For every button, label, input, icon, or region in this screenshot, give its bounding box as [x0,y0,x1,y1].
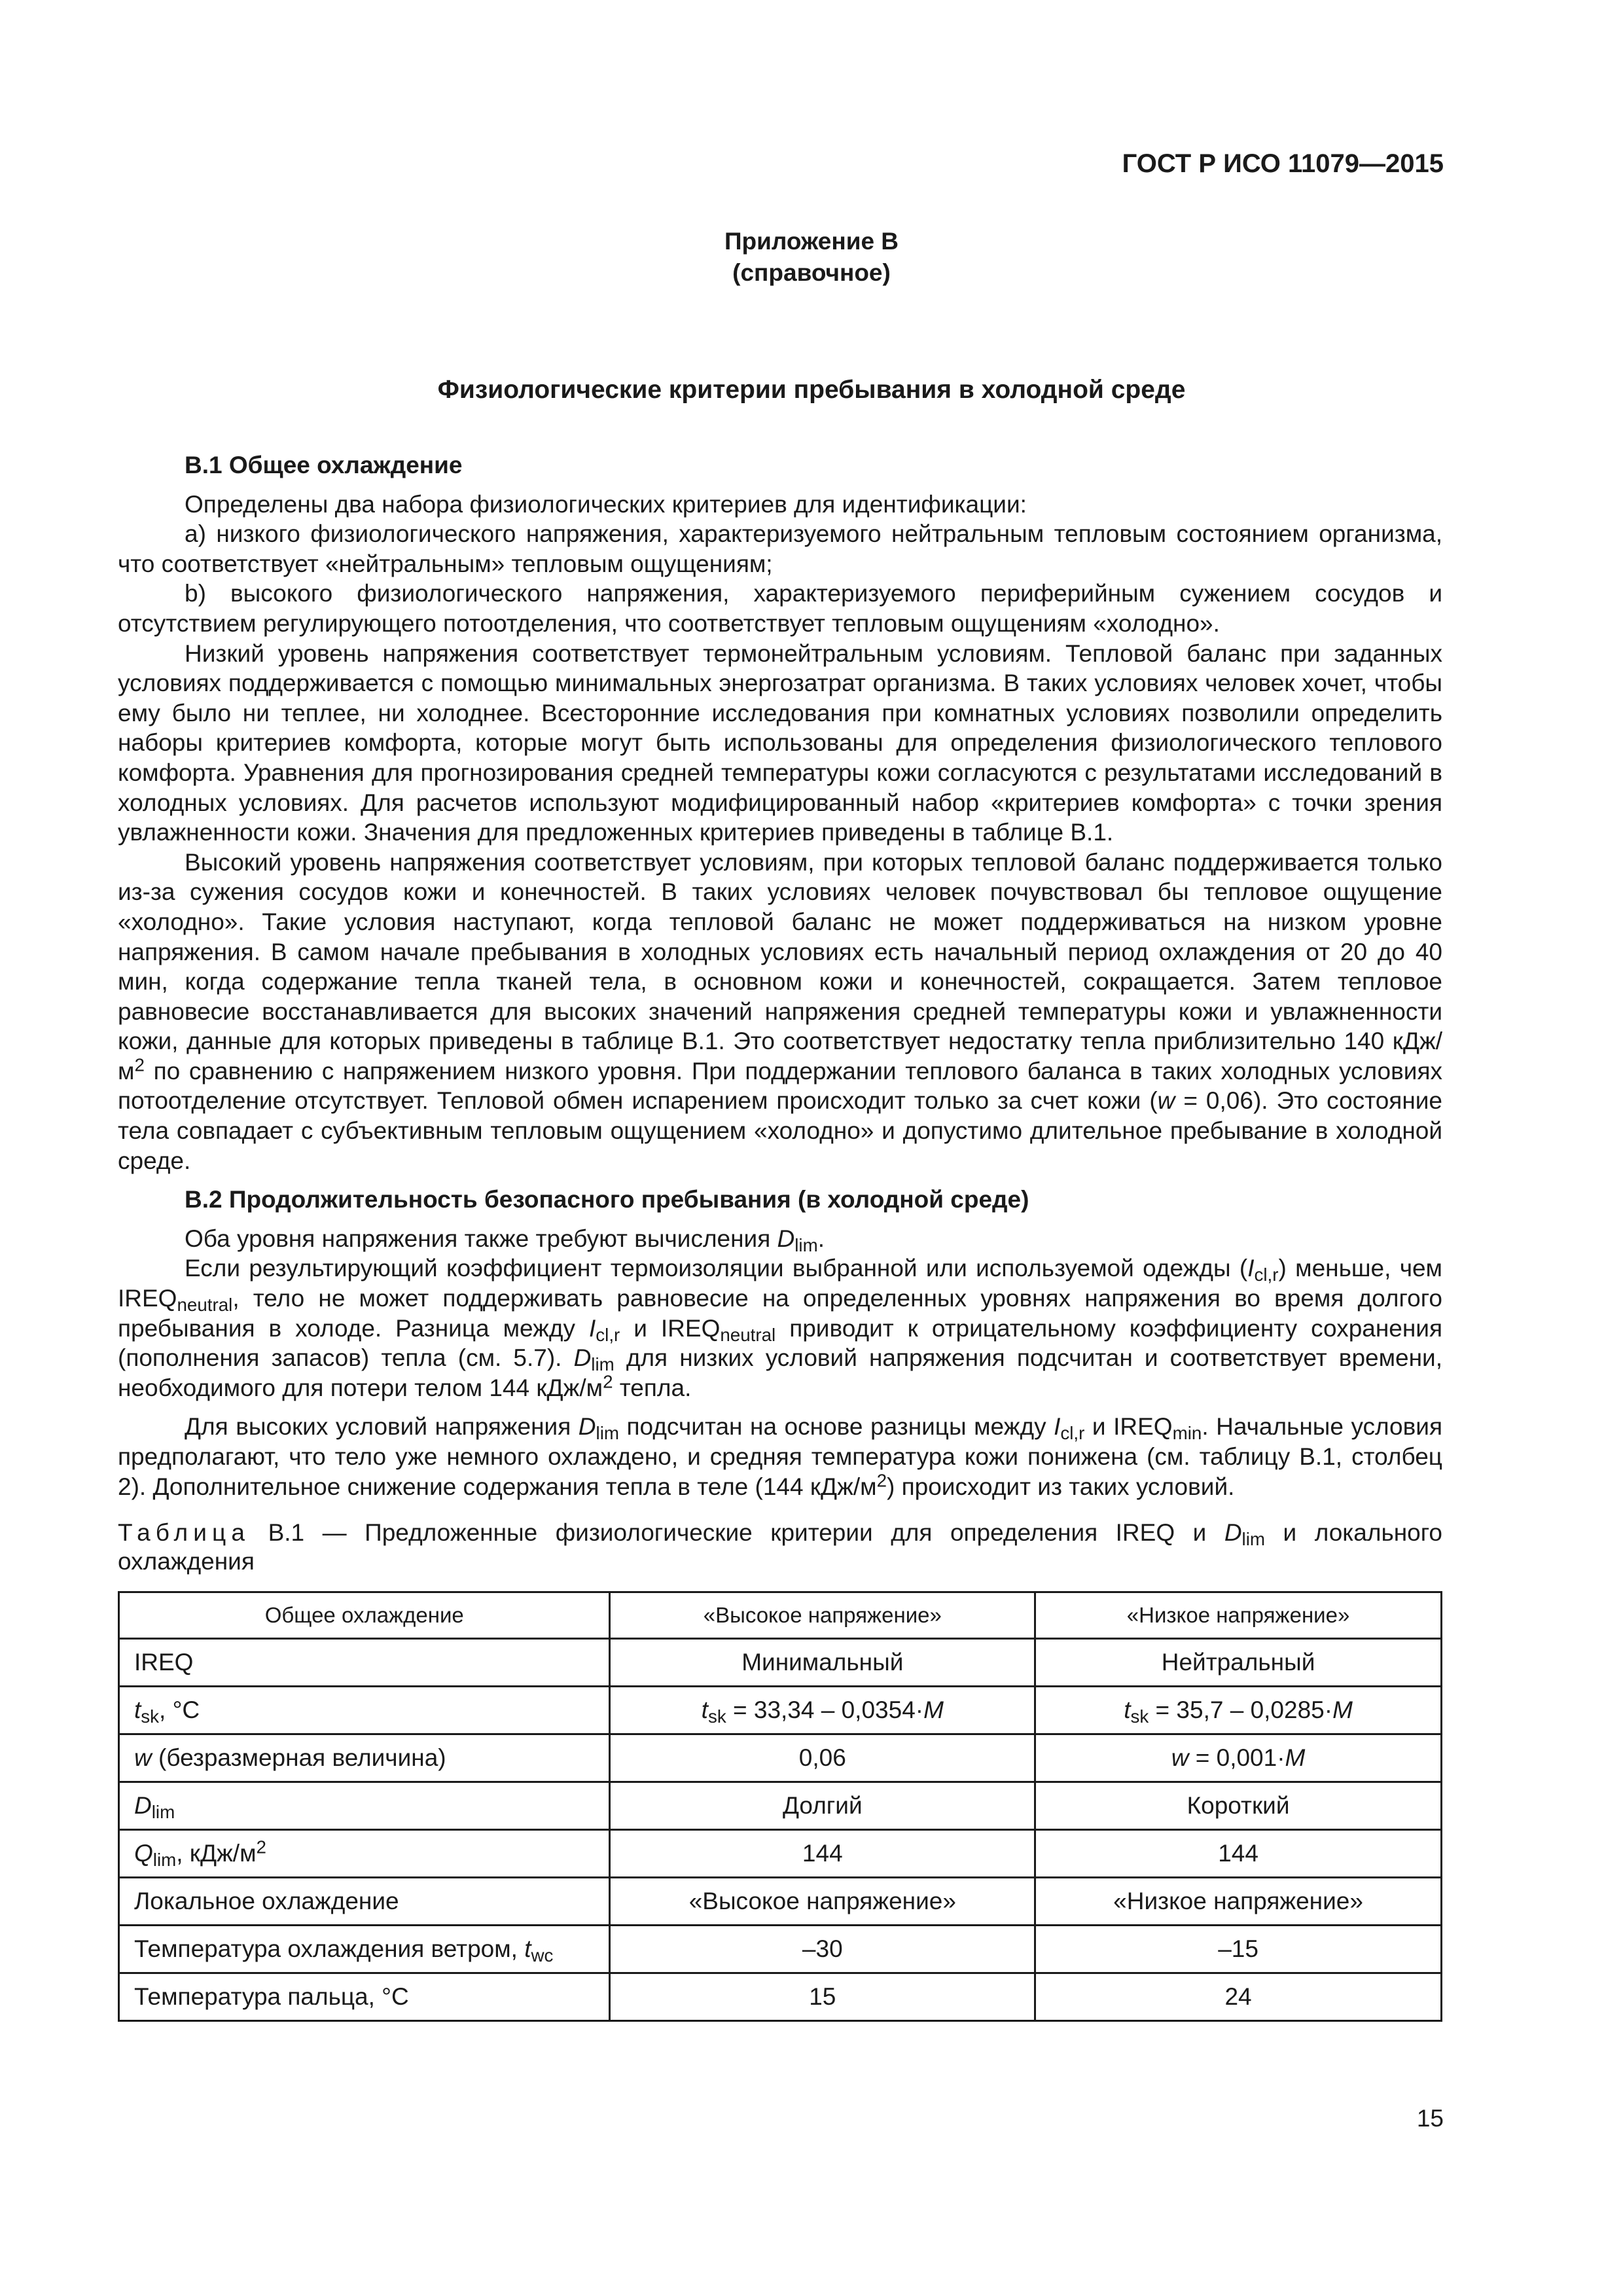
table-cell: $t_{sk} = 33,34 - 0,0354\cdot M$ [610,1687,1035,1734]
table-header-cell: «Низкое напряжение» [1035,1592,1442,1639]
table-cell: 0,06 [610,1734,1035,1782]
table-header-row [119,1592,1442,1639]
table-cell: $D_{lim}$ [119,1782,610,1830]
paragraph: Оба уровня напряжения также требуют вычисления $D_{lim}$. [185,1225,825,1255]
paragraph: Для высоких условий напряжения $D_{lim}$ подсчитан на основе разницы между $I_{cl,r}$ и $IREQ_{min}$. Начальные условия предполагают, что тело уже немного охлаждено, и средняя температура кожи понижена (см. таблицу В.1, столбец 2). Дополнительное снижение содержания тепла в теле (144 кДж/$м^2$) происходит из таких условий. [118,1413,1442,1500]
paragraph: Высокий уровень напряжения соответствует условиям, при которых тепловой баланс поддерживается только из-за сужения сосудов кожи и конечностей. В таких условиях человек почувствовал бы тепловое ощущение «холодно». Такие условия наступают, когда тепловой баланс не может поддерживаться на низком уровне напряжения. В самом начале пребывания в холодных условиях есть начальный период охлаждения от 20 до 40 мин, когда содержание тепла тканей тела, в основном кожи и конечностей, сокращается. Затем тепловое равновесие восстанавливается для высоких значений напряжения средней температуры кожи и увлажненности кожи, данные для которых приведены в таблице В.1. Это соответствует недостатку тепла приблизительно 140 кДж/$м^2$ по сравнению с напряжением низкого уровня. При поддержании теплового баланса в таких холодных условиях потоотделение отсутствует. Тепловой обмен испарением происходит только за счет кожи (w = 0,06). Это состояние тела совпадает с субъективным тепловым ощущением «холодно» и допустимо длительное пребывание в холодной среде. [118,848,1442,1174]
table-row [119,1878,1442,1926]
table-cell: Минимальный [610,1639,1035,1687]
table-row [119,1830,1442,1878]
standard-code: ГОСТ Р ИСО 11079—2015 [1122,149,1444,178]
table-row [119,1926,1442,1973]
table-row [119,1734,1442,1782]
table-cell: $t_{sk} = 35,7 - 0,0285\cdot M$ [1035,1687,1442,1734]
table-header-cell: Общее охлаждение [119,1592,610,1639]
table-caption: Таблица В.1 — Предложенные физиологические критерии для определения IREQ и $D_{lim}$ и локального охлаждения [118,1519,1442,1575]
table-cell: Короткий [1035,1782,1442,1830]
table-cell: IREQ [119,1639,610,1687]
main-title: Физиологические критерии пребывания в холодной среде [437,376,1186,404]
table-cell: 144 [610,1830,1035,1878]
table-cell: 15 [610,1973,1035,2021]
paragraph: b) высокого физиологического напряжения, характеризуемого периферийным сужением сосудов и отсутствием регулирующего потоотделения, что соответствует тепловым ощущениям «холодно». [118,580,1442,637]
table-cell: w (безразмерная величина) [119,1734,610,1782]
body-text [118,450,1442,1501]
table-cell: Нейтральный [1035,1639,1442,1687]
table-cell: «Низкое напряжение» [1035,1878,1442,1926]
table-cell: w = 0,001·M [1035,1734,1442,1782]
section-b2-heading: В.2 Продолжительность безопасного пребывания (в холодной среде) [185,1186,1029,1213]
table-header-cell: «Высокое напряжение» [610,1592,1035,1639]
table-row [119,1687,1442,1734]
table-cell: –15 [1035,1926,1442,1973]
section-b1-heading: В.1 Общее охлаждение [185,452,463,478]
table-cell: $t_{sk}$, °С [119,1687,610,1734]
table-cell: –30 [610,1926,1035,1973]
table-cell: Долгий [610,1782,1035,1830]
table-cell: «Высокое напряжение» [610,1878,1035,1926]
table-cell: Локальное охлаждение [119,1878,610,1926]
table-cell: Температура пальца, °С [119,1973,610,2021]
annex-title: Приложение В [724,228,899,255]
table-cell: 144 [1035,1830,1442,1878]
table-cell: 24 [1035,1973,1442,2021]
annex-status: (справочное) [732,259,891,286]
table-cell: $Q_{lim}$, кДж/$м^2$ [119,1830,610,1878]
table-cell: Температура охлаждения ветром, $t_{wc}$ [119,1926,610,1973]
paragraph: Если результирующий коэффициент термоизоляции выбранной или используемой одежды $(I_{cl,r})$ меньше, чем $IREQ_{neutral}$, тело не может поддерживать равновесие на определенных уровнях напряжения во время долгого пребывания в холоде. Разница между $I_{cl,r}$ и $IREQ_{neutral}$ приводит к отрицательному коэффициенту сохранения (пополнения запасов) тепла (см. 5.7). $D_{lim}$ для низких условий напряжения подсчитан и соответствует времени, необходимого для потери телом 144 кДж/$м^2$ тепла. [118,1255,1443,1401]
paragraph: Низкий уровень напряжения соответствует термонейтральным условиям. Тепловой баланс при заданных условиях поддерживается с помощью минимальных энергозатрат организма. В таких условиях человек хочет, чтобы ему было ни теплее, ни холоднее. Всесторонние исследования при комнатных условиях позволили определить наборы критериев комфорта, которые могут быть использованы для определения физиологического теплового комфорта. Уравнения для прогнозирования средней температуры кожи согласуются с результатами исследований в холодных условиях. Для расчетов используют модифицированный набор «критериев комфорта» с точки зрения увлажненности кожи. Значения для предложенных критериев приведены в таблице В.1. [118,639,1442,846]
criteria-table [118,1591,1442,2022]
paragraph: а) низкого физиологического напряжения, характеризуемого нейтральным тепловым состоянием организма, что соответствует «нейтральным» тепловым ощущениям; [118,520,1442,577]
table-row [119,1782,1442,1830]
paragraph: Определены два набора физиологических критериев для идентификации: [185,490,1027,518]
page-number: 15 [1416,2105,1444,2132]
table-row [119,1973,1442,2021]
table-row [119,1639,1442,1687]
